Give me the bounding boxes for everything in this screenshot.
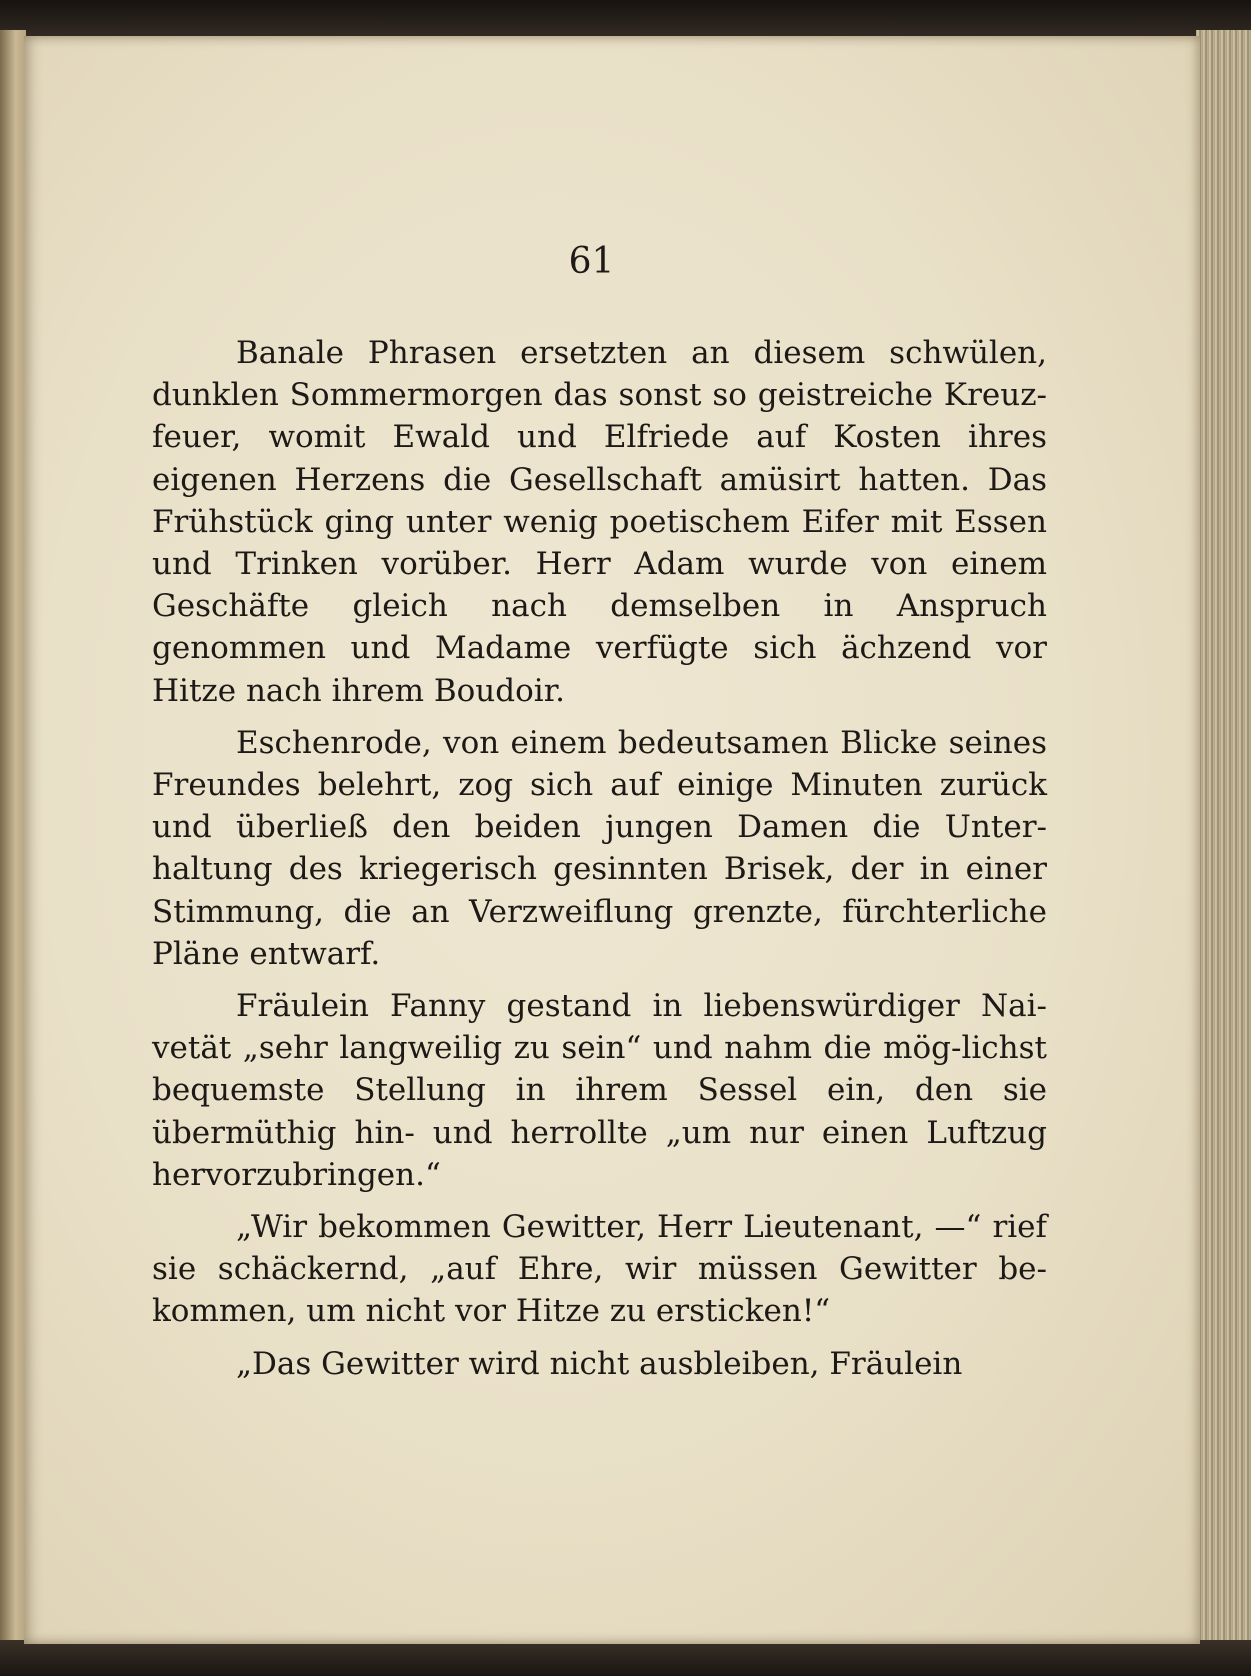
book-cover-bottom bbox=[0, 1640, 1251, 1676]
paragraph-1: Banale Phrasen ersetzten an diesem schwülen, dunklen Sommermorgen das sonst so geistreiche Kreuz-feuer, womit Ewald und Elfriede auf Kosten ihres eigenen Herzens die Gesellschaft amüsirt hatten. Das Frühstück ging unter wenig poetischem Eifer mit Essen und Trinken vorüber. Herr Adam wurde von einem Geschäfte gleich nach demselben in Anspruch genommen und Madame verfügte sich ächzend vor Hitze nach ihrem Boudoir. bbox=[152, 335, 1047, 709]
book-page bbox=[24, 36, 1200, 1644]
page-number: 61 bbox=[568, 241, 615, 282]
paragraph-2: Eschenrode, von einem bedeutsamen Blicke seines Freundes belehrt, zog sich auf einige Minuten zurück und überließ den beiden jungen Damen die Unter-haltung des kriegerisch gesinnten Brisek, der in einer Stimmung, die an Verzweiflung grenzte, fürchterliche Pläne entwarf. bbox=[152, 724, 1047, 972]
page-text bbox=[152, 332, 1047, 1385]
paragraph-4: „Wir bekommen Gewitter, Herr Lieutenant, —“ rief sie schäckernd, „auf Ehre, wir müssen Gewitter be-kommen, um nicht vor Hitze zu ersticken!“ bbox=[152, 1209, 1047, 1330]
book-gutter bbox=[0, 30, 26, 1650]
paragraph-5: „Das Gewitter wird nicht ausbleiben, Fräulein bbox=[236, 1345, 963, 1382]
page-stack-edge bbox=[1196, 30, 1251, 1650]
paragraph-3: Fräulein Fanny gestand in liebenswürdiger Nai-vetät „sehr langweilig zu sein“ und nahm die mög-lichst bequemste Stellung in ihrem Sessel ein, den sie übermüthig hin- und herrollte „um nur einen Luftzug hervorzubringen.“ bbox=[152, 988, 1047, 1193]
